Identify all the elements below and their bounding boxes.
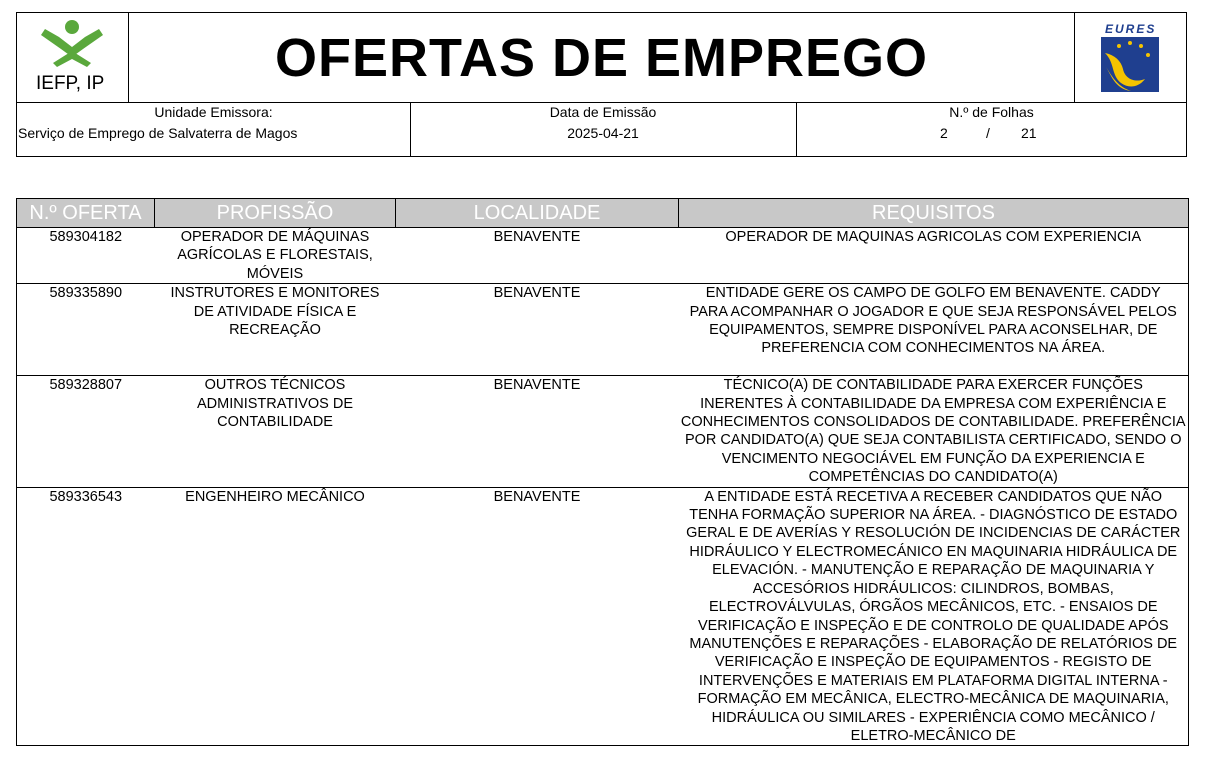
unidade-label: Unidade Emissora:: [154, 104, 273, 120]
table-row: [17, 487, 1189, 746]
folhas-total: 21: [1021, 125, 1037, 141]
profissao-cell: INSTRUTORES E MONITORES DE ATIVIDADE FÍSICA E RECREAÇÃO: [155, 284, 396, 376]
oferta-number: 589336543: [17, 487, 155, 746]
folhas-separator: /: [986, 125, 990, 141]
requisitos-cell: A ENTIDADE ESTÁ RECETIVA A RECEBER CANDIDATOS QUE NÃO TENHA FORMAÇÃO SUPERIOR NA ÁREA. - DIAGNÓSTICO DE ESTADO GERAL E DE AVERÍAS Y RESOLUCIÓN DE INCIDENCIAS DE CARÁCTER HIDRÁULICO Y ELECTROMECÁNICO EN MAQUINARIA HIDRÁULICA DE ELEVACIÓN. - MANUTENÇÃO E REPARAÇÃO DE MAQUINARIA Y ACCESÓRIOS HIDRÁULICOS: CILINDROS, BOMBAS, ELECTROVÁLVULAS, ÓRGÃOS MECÂNICOS, ETC. - ENSAIOS DE VERIFICAÇÃO E INSPEÇÃO E DE CONTROLO DE QUALIDADE APÓS MANUTENÇÕES E REPARAÇÕES - ELABORAÇÃO DE RELATÓRIOS DE VERIFICAÇÃO E INSPEÇÃO DE EQUIPAMENTOS - REGISTO DE INTERVENÇÕES E MATERIAIS EM PLATAFORMA DIGITAL INTERNA - FORMAÇÃO EM MECÂNICA, ELECTRO-MECÂNICA DE MAQUINARIA, HIDRÁULICA OU SIMILARES - EXPERIÊNCIA COMO MECÂNICO / ELETRO-MECÂNICO DE: [679, 487, 1189, 746]
oferta-number: 589304182: [17, 228, 155, 284]
data-value: 2025-04-21: [567, 125, 639, 141]
table-row: [17, 376, 1189, 487]
iefp-logo: [17, 13, 129, 102]
folhas-cell: [796, 103, 1187, 157]
localidade-cell: BENAVENTE: [396, 487, 679, 746]
column-header-localidade: LOCALIDADE: [396, 199, 679, 228]
folhas-label: N.º de Folhas: [949, 104, 1034, 120]
table-row: [17, 228, 1189, 284]
iefp-logo-text: IEFP, IP: [36, 73, 105, 94]
page-title: OFERTAS DE EMPREGO: [274, 27, 929, 88]
unidade-value: Serviço de Emprego de Salvaterra de Magos: [18, 125, 298, 141]
profissao-cell: OUTROS TÉCNICOS ADMINISTRATIVOS DE CONTABILIDADE: [155, 376, 396, 487]
profissao-cell: ENGENHEIRO MECÂNICO: [155, 487, 396, 746]
job-offers-table: [16, 198, 1189, 746]
eures-emblem-icon: [1075, 13, 1186, 102]
column-header-requisitos: REQUISITOS: [679, 199, 1189, 228]
folhas-current: 2: [940, 125, 948, 141]
table-header-row: [17, 199, 1189, 228]
requisitos-cell: TÉCNICO(A) DE CONTABILIDADE PARA EXERCER FUNÇÕES INERENTES À CONTABILIDADE DA EMPRESA COM EXPERIÊNCIA E CONHECIMENTOS CONSOLIDADOS DE CONTABILIDADE. PREFERÊNCIA POR CANDIDATO(A) QUE SEJA CONTABILISTA CERTIFICADO, SENDO O VENCIMENTO NEGOCIÁVEL EM FUNÇÃO DA EXPERIENCIA E COMPETÊNCIAS DO CANDIDATO(A): [679, 376, 1189, 487]
eures-logo-text: EURES: [1105, 22, 1157, 36]
column-header-oferta: N.º OFERTA: [17, 199, 155, 228]
localidade-cell: BENAVENTE: [396, 284, 679, 376]
localidade-cell: BENAVENTE: [396, 376, 679, 487]
iefp-emblem-icon: [17, 13, 128, 73]
data-label: Data de Emissão: [549, 104, 657, 120]
document-header: [16, 12, 1187, 157]
oferta-number: 589335890: [17, 284, 155, 376]
table-row: [17, 284, 1189, 376]
column-header-profissao: PROFISSÃO: [155, 199, 396, 228]
requisitos-cell: OPERADOR DE MAQUINAS AGRICOLAS COM EXPERIENCIA: [679, 228, 1189, 284]
eures-logo: [1074, 13, 1186, 102]
oferta-number: 589328807: [17, 376, 155, 487]
localidade-cell: BENAVENTE: [396, 228, 679, 284]
profissao-cell: OPERADOR DE MÁQUINAS AGRÍCOLAS E FLORESTAIS, MÓVEIS: [155, 228, 396, 284]
data-emissao-cell: [410, 103, 797, 157]
unidade-emissora-cell: [17, 103, 411, 157]
requisitos-cell: ENTIDADE GERE OS CAMPO DE GOLFO EM BENAVENTE. CADDY PARA ACOMPANHAR O JOGADOR E QUE SEJA RESPONSÁVEL PELOS EQUIPAMENTOS, SEMPRE DISPONÍVEL PARA ACONSELHAR, DE PREFERENCIA COM CONHECIMENTOS NA ÁREA.: [679, 284, 1189, 376]
